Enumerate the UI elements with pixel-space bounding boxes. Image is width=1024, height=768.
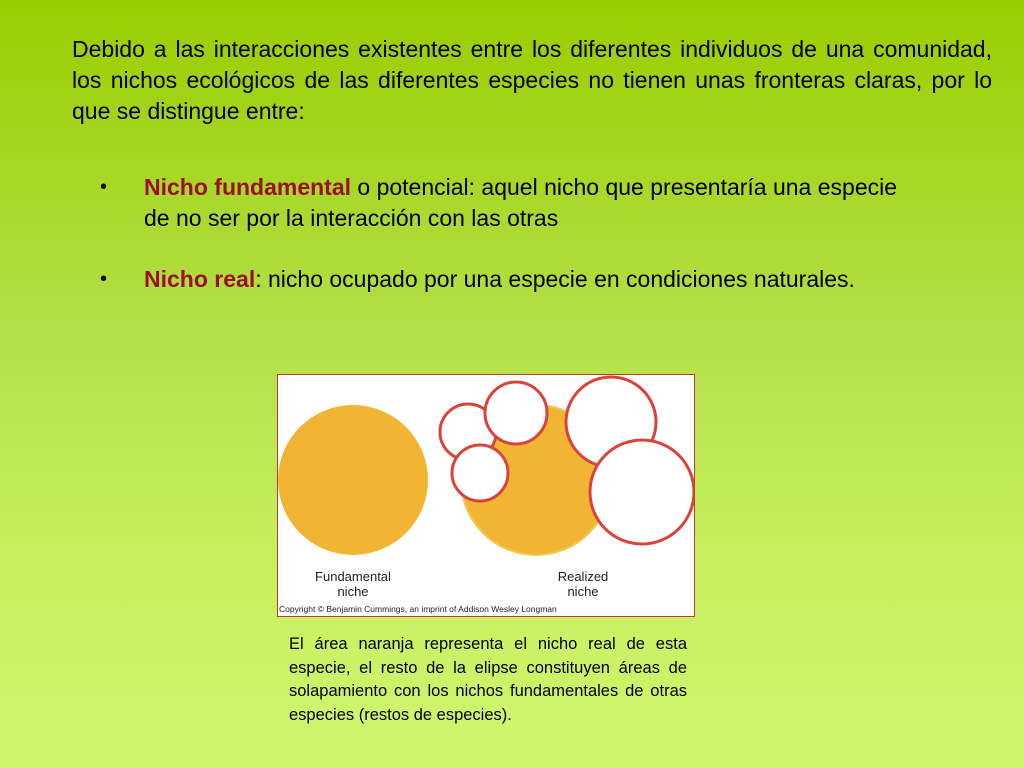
bullet-marker: • [100,176,108,198]
niche-definitions-list [100,172,900,325]
overlap-circle [590,440,694,544]
fundamental-niche-label: Fundamental niche [315,569,391,599]
overlap-circle [452,445,508,501]
overlap-circle [485,382,547,444]
bullet-fundamental-niche [100,172,900,234]
term-fundamental-niche: Nicho fundamental [144,174,352,200]
realized-niche-label: Realized niche [557,569,609,599]
copyright-notice: Copyright © Benjamin Cummings, an imprint of Addison Wesley Longman [279,604,557,614]
term-realized-niche: Nicho real [144,266,256,292]
realized-niche-group [440,377,694,555]
niche-diagram [277,374,695,617]
intro-paragraph: Debido a las interacciones existentes entre los diferentes individuos de una comunidad, los nichos ecológicos de las diferentes especies no tienen unas fronteras claras, por lo que se distingue entre: [72,36,992,124]
bullet-marker: • [100,268,108,290]
fundamental-niche-circle [278,405,428,555]
figure-caption: El área naranja representa el nicho real de esta especie, el resto de la elipse constituyen áreas de solapamiento con los nichos fundamentales de otras especies (restos de especies). [289,635,687,724]
bullet-realized-niche [100,264,900,295]
definition-realized-niche: : nicho ocupado por una especie en condiciones naturales. [255,266,855,292]
definition-fundamental-niche: o potencial: aquel nicho que presentaría una especie de no ser por la interacción con las otras [144,174,898,231]
